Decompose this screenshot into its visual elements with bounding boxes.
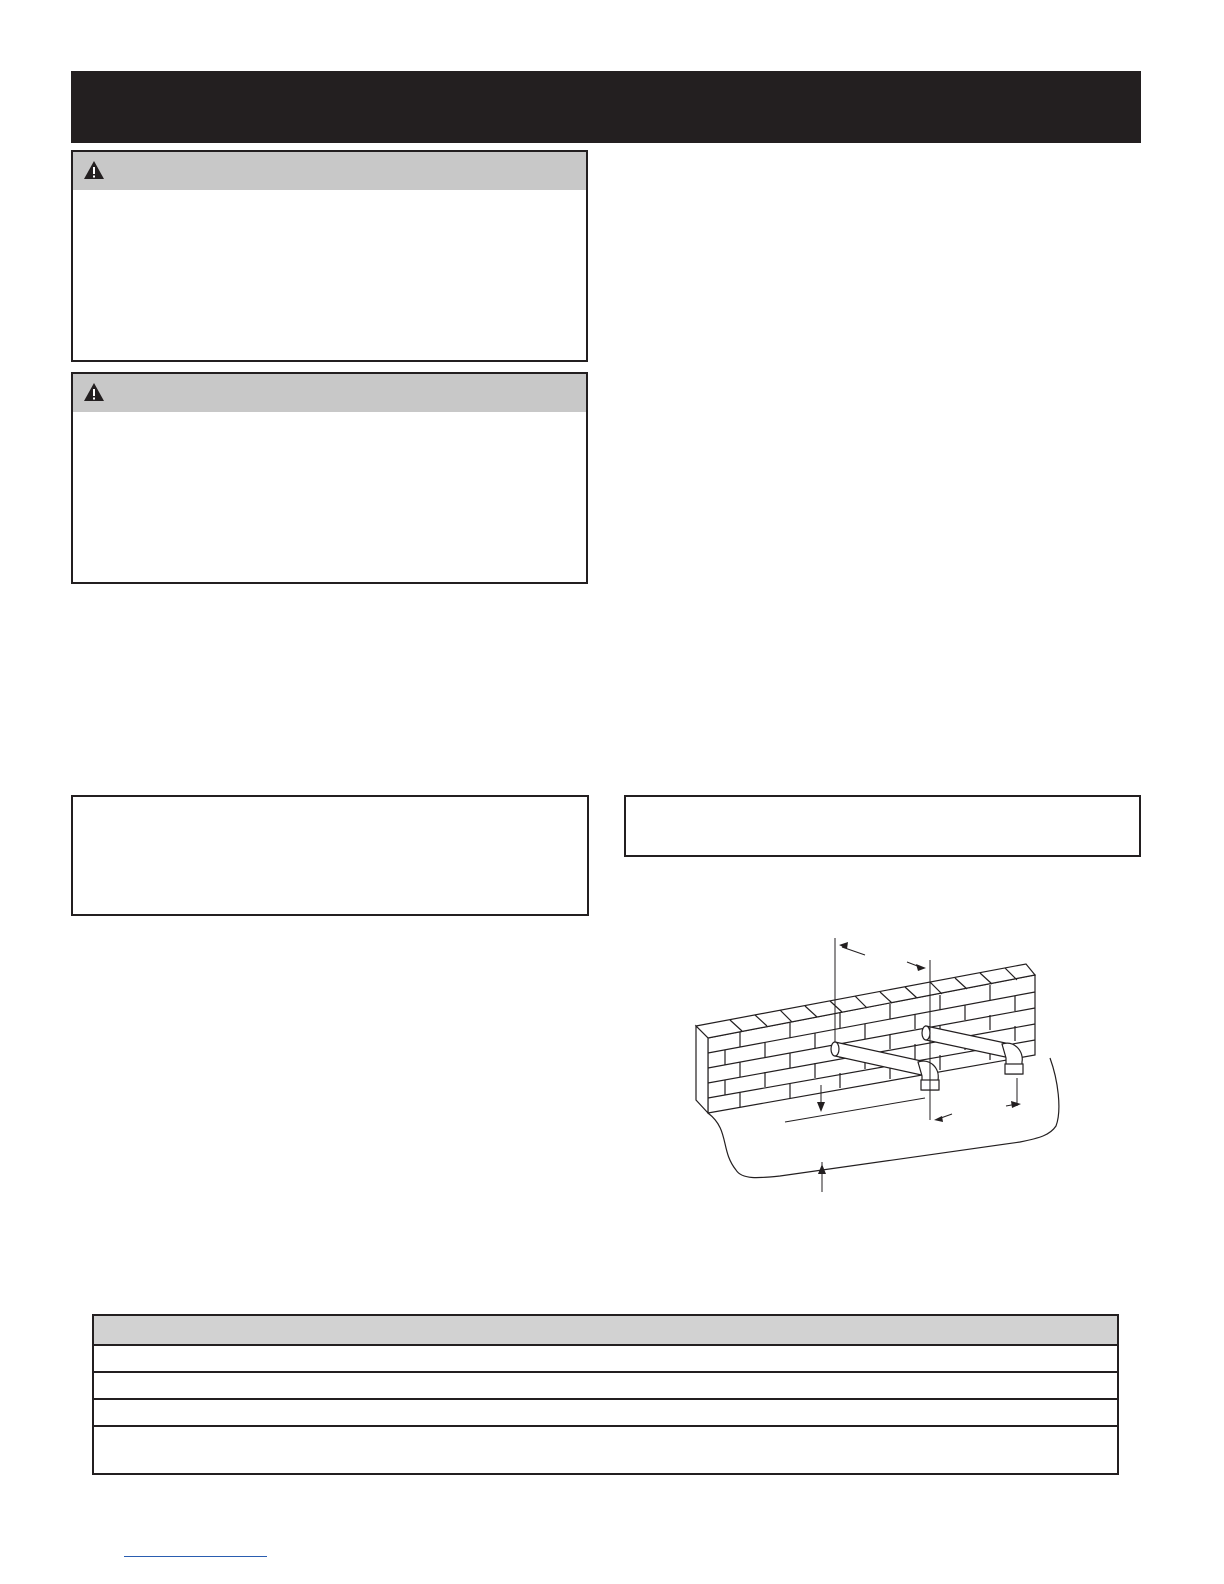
warning-triangle-icon xyxy=(83,382,105,402)
table-cell xyxy=(93,1426,1118,1474)
table-header-row xyxy=(93,1315,1118,1345)
brick-wall-pipe-figure xyxy=(690,930,1070,1192)
warning-box-1-header xyxy=(73,152,586,190)
table-row xyxy=(93,1372,1118,1399)
notice-box-right xyxy=(624,795,1141,857)
spec-table xyxy=(92,1314,1119,1475)
warning-box-2-header xyxy=(73,374,586,412)
wall-end xyxy=(696,1026,708,1113)
table-row xyxy=(93,1426,1118,1474)
warning-triangle-icon xyxy=(83,160,105,180)
warning-box-1 xyxy=(71,150,588,362)
warning-box-2 xyxy=(71,372,588,584)
table-cell xyxy=(93,1399,1118,1426)
table-row xyxy=(93,1345,1118,1372)
table-row xyxy=(93,1399,1118,1426)
section-header-bar xyxy=(71,71,1141,143)
footer-link-underline[interactable] xyxy=(124,1556,267,1557)
table-cell xyxy=(93,1372,1118,1399)
notice-box-left xyxy=(71,795,589,916)
table-cell xyxy=(93,1345,1118,1372)
table-header-cell xyxy=(93,1315,1118,1345)
